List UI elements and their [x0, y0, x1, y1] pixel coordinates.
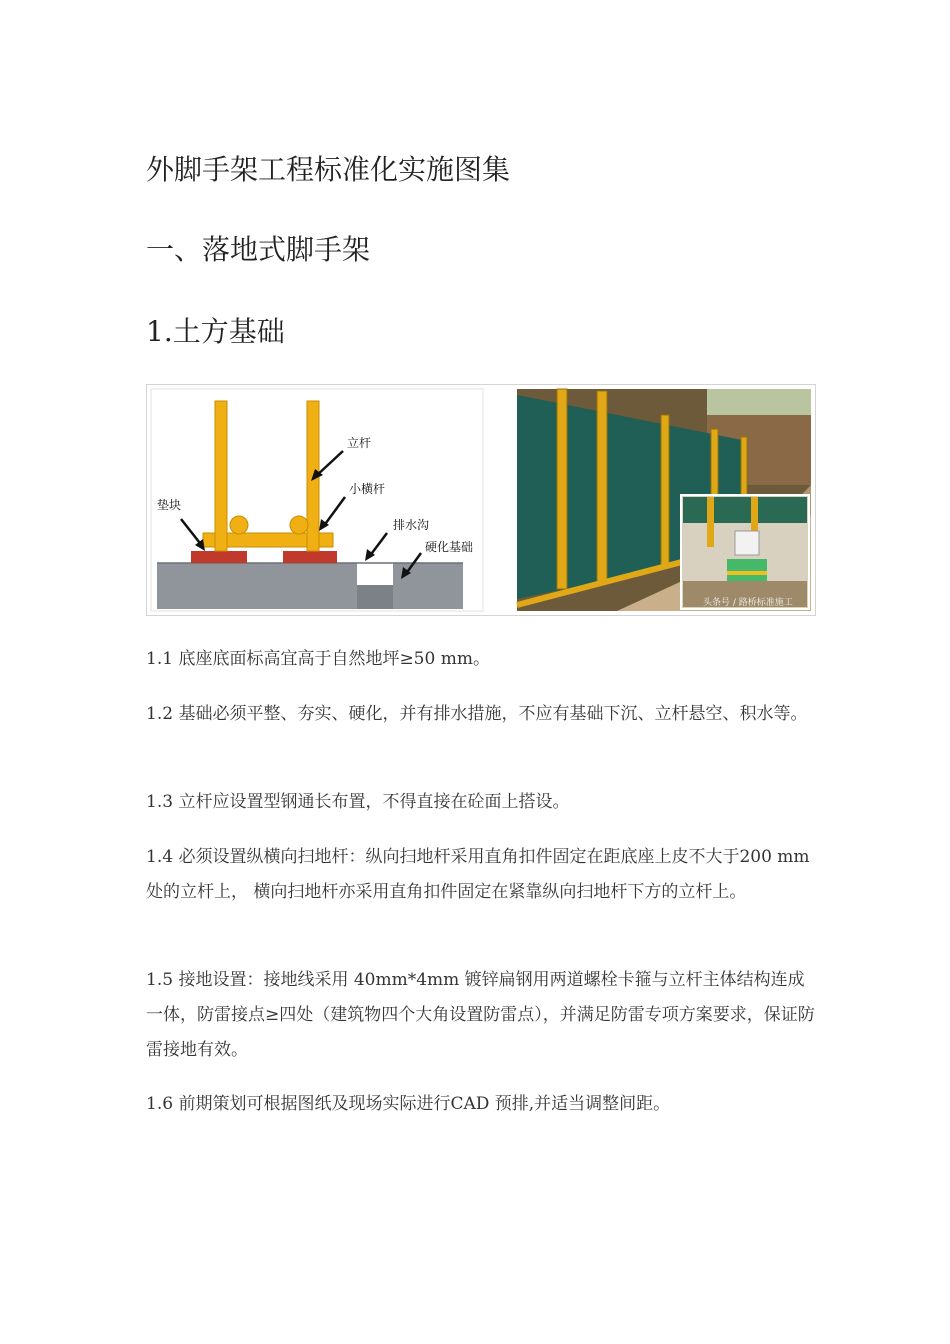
- drainage-ditch-shape: [357, 585, 393, 609]
- paragraph-1-1: 1.1 底座底面标高宜高于自然地坪≥50 mm。: [146, 649, 490, 669]
- upright-left: [215, 401, 227, 551]
- pad-right: [283, 551, 337, 563]
- tube-end-left: [230, 516, 248, 534]
- subsection-heading: 1.土方基础: [146, 315, 285, 348]
- label-drainage-ditch: 排水沟: [393, 518, 430, 532]
- document-title: 外脚手架工程标准化实施图集: [146, 153, 511, 186]
- label-upright: 立杆: [347, 436, 372, 450]
- label-pad-block: 垫块: [157, 498, 182, 512]
- schematic-diagram: [151, 389, 483, 611]
- paragraph-1-2: 1.2 基础必须平整、夯实、硬化，并有排水措施，不应有基础下沉、立杆悬空、积水等。: [146, 704, 808, 724]
- foundation-figure: [146, 384, 816, 616]
- paragraph-1-3: 1.3 立杆应设置型钢通长布置，不得直接在砼面上搭设。: [146, 792, 570, 812]
- section-heading: 一、落地式脚手架: [146, 233, 371, 266]
- site-photo: [517, 389, 811, 611]
- photo-watermark: 头条号 / 路桥标准施工: [703, 598, 793, 608]
- paragraph-1-5: 1.5 接地设置：接地线采用 40mm*4mm 镀锌扁钢用两道螺栓卡箍与立杆主体结构连成一体，防雷接点≥四处（建筑物四个大角设置防雷点），并满足防雷专项方案要求，保证防雷接地有效。: [146, 970, 815, 1060]
- foundation-figure-svg: [147, 385, 815, 615]
- paragraph-1-6: 1.6 前期策划可根据图纸及现场实际进行CAD 预排,并适当调整间距。: [146, 1094, 671, 1114]
- pad-left: [191, 551, 247, 563]
- label-hardened-base: 硬化基础: [425, 540, 474, 554]
- hardened-ground: [157, 563, 357, 609]
- inset-photo: [681, 495, 809, 609]
- tube-end-right: [290, 516, 308, 534]
- paragraph-1-4: 1.4 必须设置纵横向扫地杆：纵向扫地杆采用直角扣件固定在距底座上皮不大于200 mm处的立杆上， 横向扫地杆亦采用直角扣件固定在紧靠纵向扫地杆下方的立杆上。: [146, 847, 810, 902]
- label-small-crossbar: 小横杆: [349, 482, 386, 496]
